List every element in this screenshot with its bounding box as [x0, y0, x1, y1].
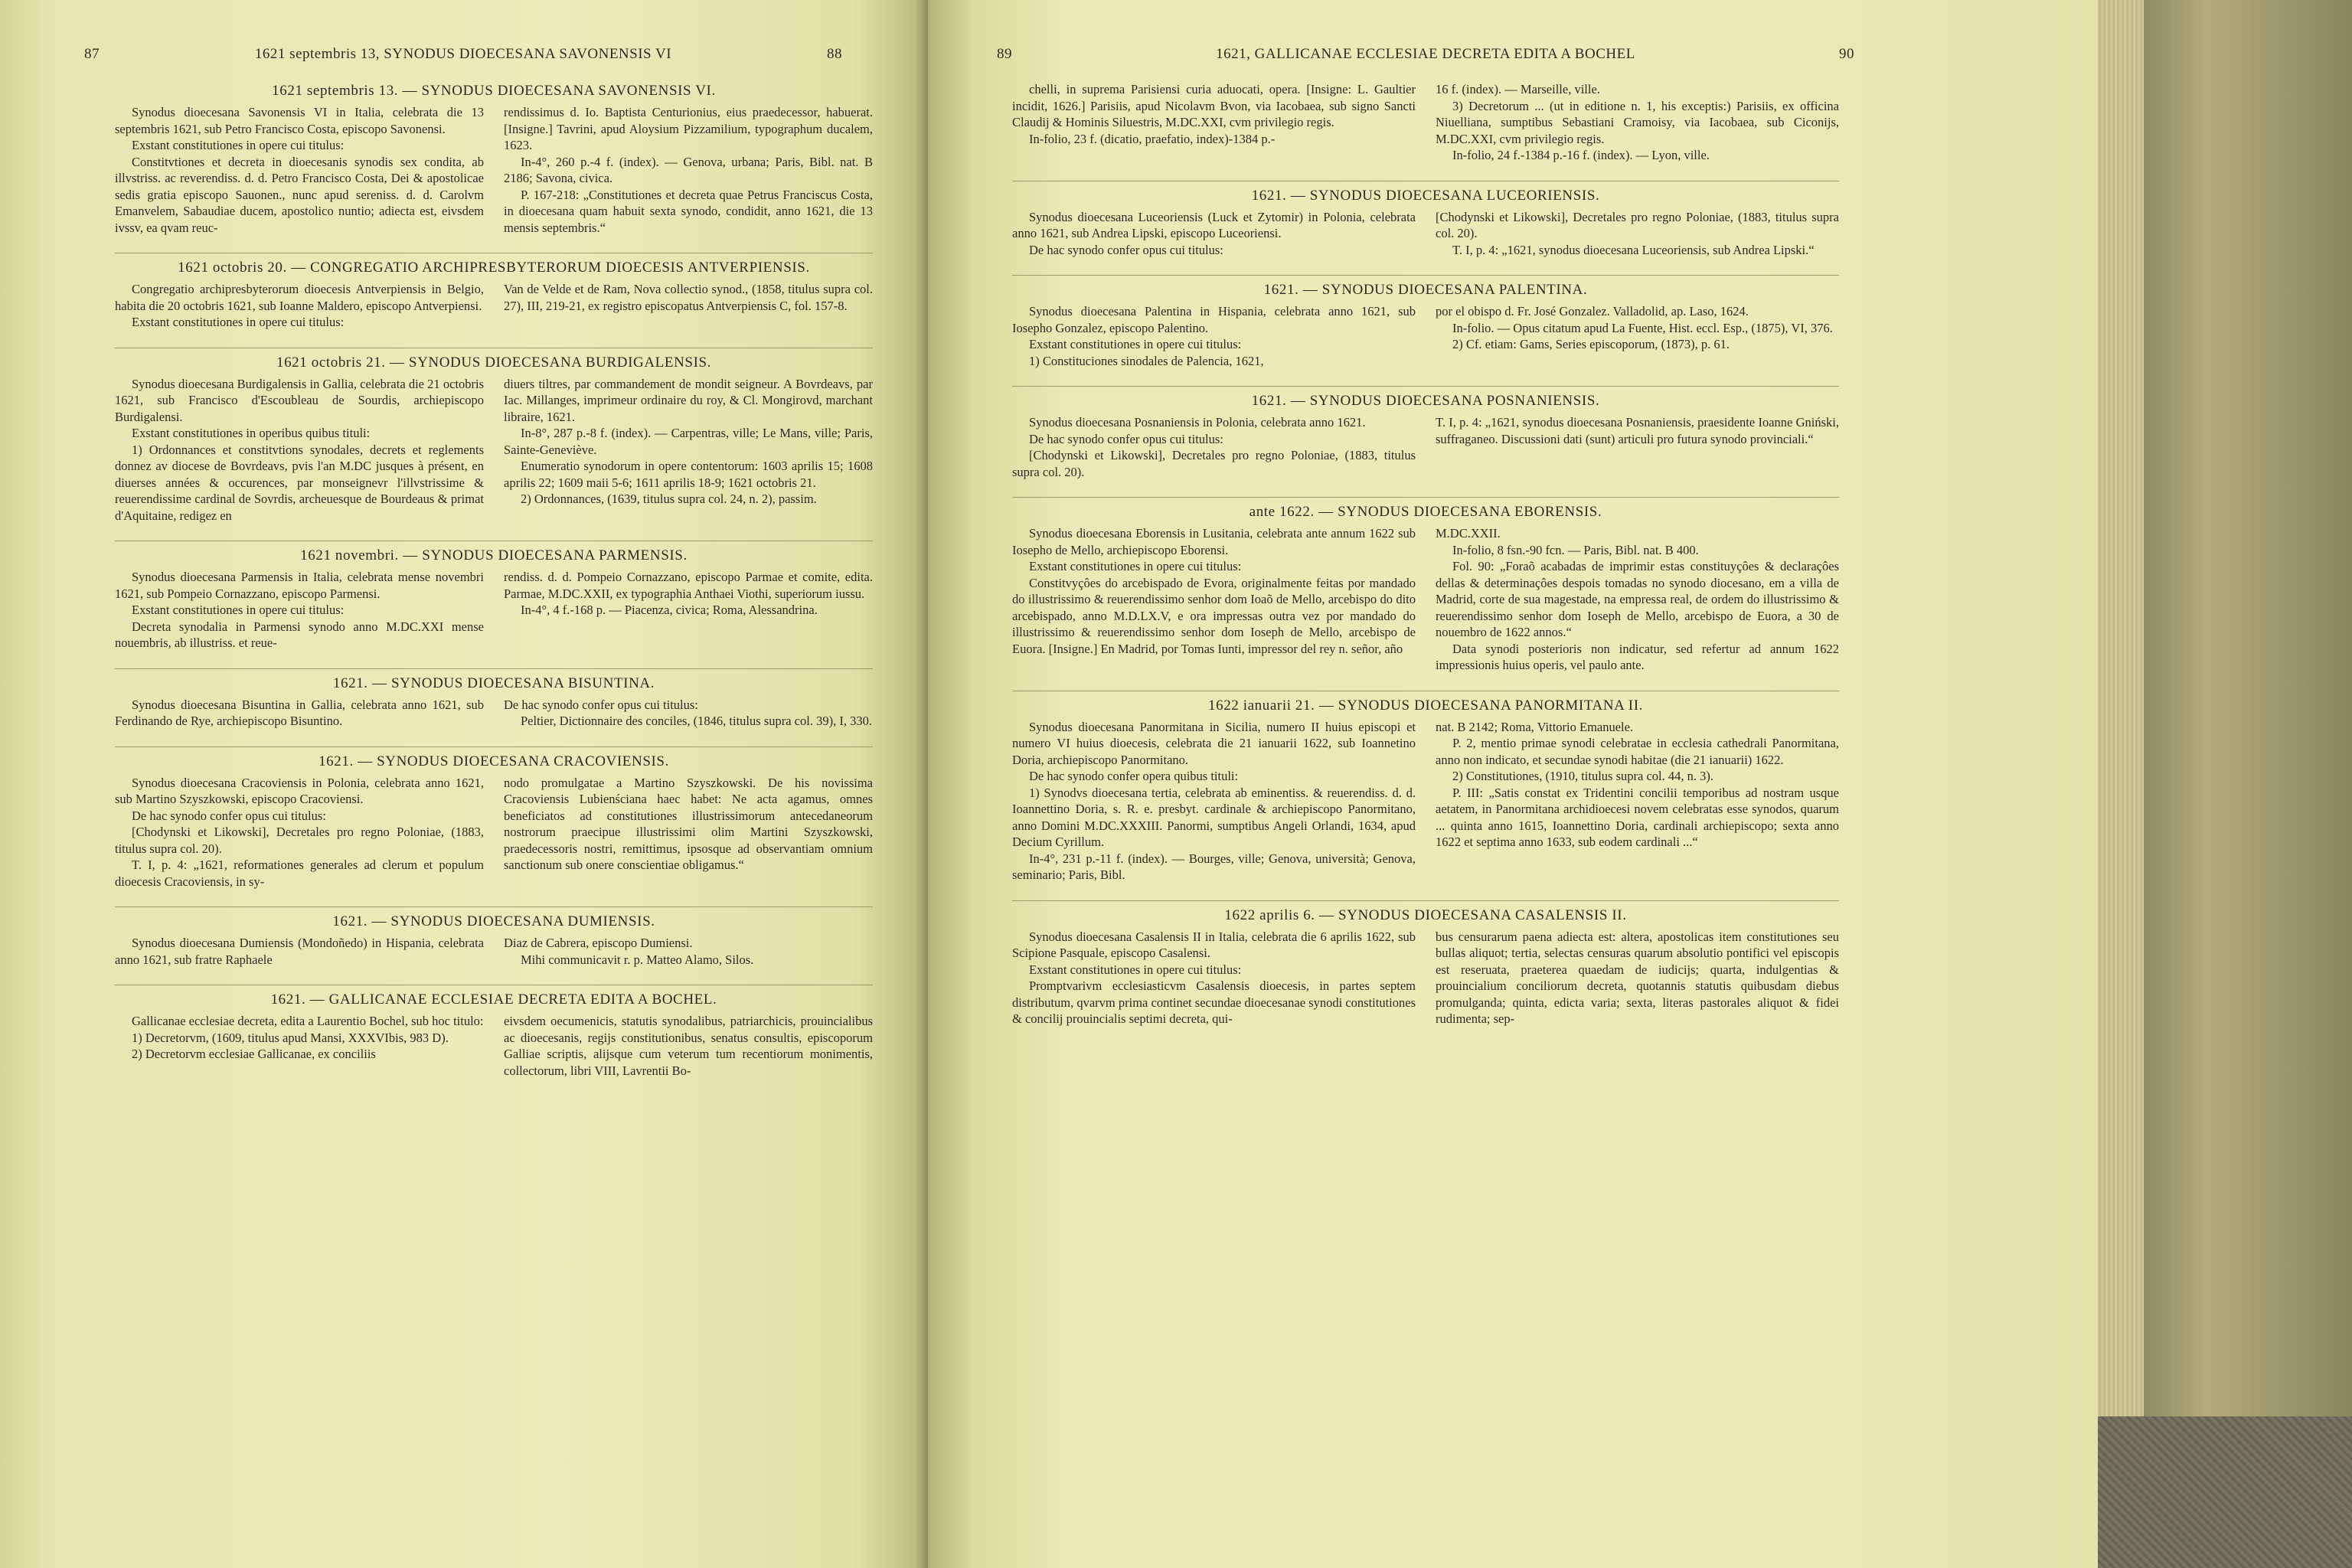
- entry-title: 1621 novembri. — SYNODUS DIOECESANA PARMENSIS.: [300, 547, 688, 564]
- paragraph: Exstant constitutiones in opere cui titulus:: [1029, 337, 1242, 351]
- column-right: [504, 281, 873, 331]
- paragraph: 16 f. (index). — Marseille, ville.: [1436, 82, 1600, 96]
- column-right: [504, 104, 873, 236]
- column-right: [504, 569, 873, 652]
- text-block: [115, 77, 873, 1079]
- paragraph: Synodus dioecesana Casalensis II in Italia, celebrata die 6 aprilis 1622, sub Scipione Pasquale, episcopo Casalensi.: [1012, 929, 1416, 960]
- paragraph: P. III: „Satis constat ex Tridentini concilii temporibus ad nostram usque aetatem, in Panormitana archidioecesi novem celebratas esse synodos, quarum ... quinta anno 1615, Ioannettino Doria, cardinali archiepiscopo; sexta anno 1622 et septima anno 1633, sub eodem cardinali ...“: [1436, 785, 1839, 849]
- column-right: [504, 1013, 873, 1079]
- paragraph: In-4°, 4 f.-168 p. — Piacenza, civica; Roma, Alessandrina.: [521, 603, 818, 617]
- paragraph: 2) Constitutiones, (1910, titulus supra col. 44, n. 3).: [1452, 769, 1713, 783]
- carpet-background: [2098, 1416, 2352, 1568]
- paragraph: In-folio, 23 f. (dicatio, praefatio, index)-1384 p.-: [1029, 131, 1276, 146]
- paragraph: In-4°, 260 p.-4 f. (index). — Genova, urbana; Paris, Bibl. nat. B 2186; Savona, civica.: [504, 154, 873, 185]
- entry-columns: [115, 376, 873, 524]
- synod-entry: [115, 253, 873, 331]
- paragraph: Exstant constitutiones in operibus quibus tituli:: [132, 426, 371, 440]
- entry-columns: [1012, 525, 1839, 674]
- paragraph: In-4°, 231 p.-11 f. (index). — Bourges, ville; Genova, università; Genova, seminario; Paris, Bibl.: [1012, 851, 1416, 882]
- paragraph: De hac synodo confer opera quibus tituli:: [1029, 769, 1239, 783]
- paragraph: Congregatio archipresbyterorum dioecesis Antverpiensis in Belgio, habita die 20 octobris 1621, sub Ioanne Maldero, episcopo Antverpiensi.: [115, 282, 484, 313]
- column-right: [1436, 303, 1839, 369]
- column-right: [504, 935, 873, 968]
- entry-columns: [115, 935, 873, 968]
- paragraph: nat. B 2142; Roma, Vittorio Emanuele.: [1436, 719, 1634, 734]
- running-head-text: 1621 septembris 13, SYNODUS DIOECESANA SAVONENSIS VI: [254, 46, 672, 62]
- page-number: 90: [1839, 46, 1854, 62]
- paragraph: Decreta synodalia in Parmensi synodo anno M.DC.XXI mense nouembris, ab illustriss. et reue-: [115, 619, 484, 650]
- paragraph: T. I, p. 4: „1621, reformationes generales ad clerum et populum dioecesis Cracoviensis, in sy-: [115, 858, 484, 889]
- column-left: [1012, 525, 1416, 674]
- paragraph: De hac synodo confer opus cui titulus:: [1029, 431, 1223, 446]
- paragraph: 2) Decretorvm ecclesiae Gallicanae, ex conciliis: [132, 1047, 376, 1061]
- paragraph: diuers tiltres, par commandement de mondit seigneur. A Bovrdeavs, par Iac. Millanges, imprimeur ordinaire du roy, & Cl. Mongirovd, marchant libraire, 1621.: [504, 376, 873, 424]
- paragraph: bus censurarum paena adiecta est: altera, apostolicas item constitutiones seu bullas aliquot; tertia, selectas censuras quarum absolutio pontifici vel episcopis est reseruata, praeterea quaedam de iudicijs; quarta, indulgentias & prouincialium conciliorum decreta, quotannis statutis quibusdam diebus promulganda; quinta, edicta varia; sexta, literas pastorales aliquot & fidei rudimenta; sep-: [1436, 929, 1839, 1026]
- column-left: [1012, 81, 1416, 164]
- paragraph: Synodus dioecesana Bisuntina in Gallia, celebrata anno 1621, sub Ferdinando de Rye, archiepiscopo Bisuntino.: [115, 697, 484, 728]
- column-left: [115, 376, 484, 524]
- entry-columns: [1012, 414, 1839, 480]
- synod-entry: [115, 746, 873, 890]
- synod-entry: [115, 668, 873, 730]
- book-cover: [2144, 0, 2352, 1568]
- paragraph: P. 167-218: „Constitutiones et decreta quae Petrus Franciscus Costa, in dioecesana quam habuit sexta synodo, condidit, anno 1621, die 13 mensis septembris.“: [504, 187, 873, 235]
- paragraph: Exstant constitutiones in opere cui titulus:: [132, 603, 345, 617]
- column-right: [1436, 414, 1839, 480]
- paragraph: eivsdem oecumenicis, statutis synodalibus, patriarchicis, prouincialibus ac dioecesanis, regijs constitutionibus, senatus consultis, episcoporum Galliae scriptis, alijsque cum veterum tum recentiorum monimentis, collectorum, libri VIII, Lavrentii Bo-: [504, 1014, 873, 1078]
- paragraph: T. I, p. 4: „1621, synodus dioecesana Luceoriensis, sub Andrea Lipski.“: [1452, 242, 1815, 257]
- paragraph: Synodus dioecesana Dumiensis (Mondoñedo) in Hispania, celebrata anno 1621, sub fratre Raphaele: [115, 936, 484, 967]
- running-head: [997, 46, 1854, 72]
- column-left: [115, 775, 484, 890]
- paragraph: In-folio. — Opus citatum apud La Fuente, Hist. eccl. Esp., (1875), VI, 376.: [1452, 320, 1833, 335]
- paragraph: Synodus dioecesana Eborensis in Lusitania, celebrata ante annum 1622 sub Iosepho de Mello, archiepiscopo Eborensi.: [1012, 526, 1416, 557]
- paragraph: Synodus dioecesana Parmensis in Italia, celebrata mense novembri 1621, sub Pompeio Cornazzano, episcopo Parmensi.: [115, 570, 484, 601]
- column-right: [504, 775, 873, 890]
- paragraph: Exstant constitutiones in opere cui titulus:: [1029, 962, 1242, 977]
- entry-columns: [115, 775, 873, 890]
- entry-columns: [1012, 929, 1839, 1027]
- paragraph: In-folio, 24 f.-1384 p.-16 f. (index). — Lyon, ville.: [1452, 148, 1710, 162]
- running-head-text: 1621, GALLICANAE ECCLESIAE DECRETA EDITA A BOCHEL: [1216, 46, 1635, 62]
- column-right: [1436, 81, 1839, 164]
- text-block: [1012, 77, 1839, 1027]
- paragraph: 1) Ordonnances et constitvtions synodales, decrets et reglements donnez av diocese de Bovrdeavs, pvis l'an M.DC jusques à présent, en diuerses années & occurences, par monseignevr l'illvstrissime & reuerendissime cardinal de Sovrdis, archeuesque de Bourdeaus & primat d'Aquitaine, redigez en: [115, 442, 484, 523]
- paragraph: Exstant constitutiones in opere cui titulus:: [132, 138, 345, 152]
- synod-entry: [1012, 386, 1839, 480]
- page-number: 87: [84, 46, 100, 62]
- entry-title: 1622 ianuarii 21. — SYNODUS DIOECESANA PANORMITANA II.: [1208, 697, 1643, 714]
- entry-columns: [115, 569, 873, 652]
- paragraph: In-folio, 8 fsn.-90 fcn. — Paris, Bibl. nat. B 400.: [1452, 542, 1699, 557]
- paragraph: Synodus dioecesana Savonensis VI in Italia, celebrata die 13 septembris 1621, sub Petro Francisco Costa, episcopo Savonensi.: [115, 105, 484, 136]
- paragraph: Exstant constitutiones in opere cui titulus:: [1029, 559, 1242, 573]
- column-left: [1012, 414, 1416, 480]
- column-left: [115, 281, 484, 331]
- paragraph: [Chodynski et Likowski], Decretales pro regno Poloniae, (1883, titulus supra col. 20).: [115, 825, 484, 856]
- column-right: [1436, 929, 1839, 1027]
- paragraph: por el obispo d. Fr. José Gonzalez. Valladolid, ap. Laso, 1624.: [1436, 304, 1749, 318]
- column-left: [115, 697, 484, 730]
- synod-entry: [115, 77, 873, 236]
- column-left: [1012, 209, 1416, 259]
- paragraph: Fol. 90: „Foraõ acabadas de imprimir estas constituyçôes & declaraçôes dellas & determinaçôes despois tomadas no synodo diocesano, em a villa de Madrid, corte de sua magestade, na empressa real, de ordem do illustrissimo & reuerendissimo senhor dom Ioseph de Mello, arcebispo de Euora, a 30 de nouembro de 1622 annos.“: [1436, 559, 1839, 639]
- entry-title: 1621. — SYNODUS DIOECESANA CRACOVIENSIS.: [318, 753, 669, 769]
- entry-columns: [1012, 81, 1839, 164]
- paragraph: T. I, p. 4: „1621, synodus dioecesana Posnaniensis, praesidente Ioanne Gniński, suffraganeo. Discussioni dati (sunt) articuli pro futura synodo provinciali.“: [1436, 415, 1839, 446]
- entry-title: 1622 aprilis 6. — SYNODUS DIOECESANA CASALENSIS II.: [1224, 906, 1627, 923]
- entry-columns: [1012, 303, 1839, 369]
- paragraph: rendissimus d. Io. Baptista Centurionius, eius praedecessor, habuerat. [Insigne.] Tavrini, apud Aloysium Pizzamilium, typographum ducalem, 1623.: [504, 105, 873, 152]
- column-right: [1436, 719, 1839, 884]
- column-right: [1436, 209, 1839, 259]
- entry-columns: [115, 1013, 873, 1079]
- paragraph: 2) Cf. etiam: Gams, Series episcoporum, (1873), p. 61.: [1452, 337, 1730, 351]
- entry-title: 1621. — SYNODUS DIOECESANA PALENTINA.: [1263, 282, 1588, 298]
- paragraph: Van de Velde et de Ram, Nova collectio synod., (1858, titulus supra col. 27), III, 219-21, ex registro episcopatus Antverpiensis C, fol. 157-8.: [504, 282, 873, 313]
- paragraph: chelli, in suprema Parisiensi curia aduocati, opera. [Insigne: L. Gaultier incidit, 1626.] Parisiis, apud Nicolavm Bvon, via Iacobaea, sub signo Sancti Claudij & Hominis Siluestris, M.DC.XXI, cvm privilegio regis.: [1012, 82, 1416, 129]
- column-left: [115, 935, 484, 968]
- paragraph: Enumeratio synodorum in opere contentorum: 1603 aprilis 15; 1608 aprilis 22; 1609 maii 5-6; 1611 aprilis 18-9; 1621 octobris 21.: [504, 459, 873, 490]
- column-left: [1012, 719, 1416, 884]
- paragraph: Synodus dioecesana Burdigalensis in Gallia, celebrata die 21 octobris 1621, sub Francisco d'Escoubleau de Sourdis, archiepiscopo Burdigalensi.: [115, 376, 484, 424]
- synod-entry: [115, 541, 873, 652]
- entry-title: ante 1622. — SYNODUS DIOECESANA EBORENSIS.: [1249, 504, 1602, 520]
- entry-columns: [115, 281, 873, 331]
- paragraph: Constitvyçôes do arcebispado de Evora, originalmente feitas por mandado do illustrissimo & reuerendissimo senhor dom Ioaõ de Mello, arcebispo do dito arcebispado, anno M.D.LX.V, e ora impressas outra vez por mandado do illustrissimo & reuerendissimo senhor dom Ioseph de Mello, arcebispo de Euora. [Insigne.] En Madrid, por Tomas Iunti, impressor del rey n. señor, año: [1012, 575, 1416, 656]
- paragraph: Synodus dioecesana Cracoviensis in Polonia, celebrata anno 1621, sub Martino Szyszkowski, episcopo Cracoviensi.: [115, 775, 484, 806]
- entry-title: 1621. — SYNODUS DIOECESANA LUCEORIENSIS.: [1251, 187, 1600, 204]
- synod-entry: [115, 985, 873, 1079]
- paragraph: Constitvtiones et decreta in dioecesanis synodis sex condita, ab illvstriss. ac reverendiss. d. d. Petro Francisco Costa, Dei & apostolicae sedis gratia episcopo Sauonen., nunc apud sereniss. d. d. Carolvm Emanvelem, Sabaudiae ducem, apostolico nuntio; adiecta est, eivsdem ivssv, ea qvam reuc-: [115, 154, 484, 235]
- paragraph: 1) Synodvs dioecesana tertia, celebrata ab eminentiss. & reuerendiss. d. d. Ioannettino Doria, s. R. e. presbyt. cardinale & archiepiscopo Panormitano, anno Domini M.DC.XXXIII. Panormi, sumptibus Angeli Orlandi, 1634, apud Decium Cyrillum.: [1012, 785, 1416, 849]
- synod-entry: [1012, 275, 1839, 369]
- paragraph: 3) Decretorum ... (ut in editione n. 1, his exceptis:) Parisiis, ex officina Niuelliana, sumptibus Sebastiani Cramoisy, via Iacobaea, sub Ciconijs, M.DC.XXI, cvm privilegio regis.: [1436, 98, 1839, 146]
- paragraph: Synodus dioecesana Luceoriensis (Luck et Zytomir) in Polonia, celebrata anno 1621, sub Andrea Lipski, episcopo Luceoriensi.: [1012, 209, 1416, 240]
- entry-title: 1621. — SYNODUS DIOECESANA BISUNTINA.: [332, 675, 655, 691]
- paragraph: Synodus dioecesana Panormitana in Sicilia, numero II huius episcopi et numero VI huius dioecesis, celebrata die 21 ianuarii 1622, sub Ioannetino Doria, archiepiscopo Panormitano.: [1012, 719, 1416, 767]
- entry-columns: [115, 104, 873, 236]
- column-right: [1436, 525, 1839, 674]
- page-number: 89: [997, 46, 1012, 62]
- paragraph: P. 2, mentio primae synodi celebratae in ecclesia cathedrali Panormitana, anno non indicato, et secundae synodi habitae (die 21 ianuarii) 1622.: [1436, 736, 1839, 767]
- synod-entry: [1012, 691, 1839, 884]
- entry-title: 1621. — GALLICANAE ECCLESIAE DECRETA EDITA A BOCHEL.: [270, 991, 717, 1008]
- synod-entry: [1012, 77, 1839, 164]
- entry-title: 1621. — SYNODUS DIOECESANA DUMIENSIS.: [332, 913, 655, 929]
- right-page: [928, 0, 2098, 1568]
- paragraph: Diaz de Cabrera, episcopo Dumiensi.: [504, 936, 693, 950]
- paragraph: Peltier, Dictionnaire des conciles, (1846, titulus supra col. 39), I, 330.: [521, 714, 872, 728]
- synod-entry: [1012, 900, 1839, 1027]
- paragraph: nodo promulgatae a Martino Szyszkowski. De his novissima Cracoviensis Lubienściana haec habet: Ne acta agamus, omnes beneficiatos ad constitutiones illustrissimorum antecedaneorum nostrorum praecipue illustrissimi olim Martini Szyszkowski, praedecessoris nostri, remittimus, ipsosque ad observantiam omnium sanctionum sub onere conscientiae obligamus.“: [504, 775, 873, 872]
- synod-entry: [115, 348, 873, 524]
- synod-entry: [1012, 181, 1839, 259]
- paragraph: [Chodynski et Likowski], Decretales pro regno Poloniae, (1883, titulus supra col. 20).: [1436, 209, 1839, 240]
- paragraph: 1) Constituciones sinodales de Palencia, 1621,: [1029, 353, 1264, 368]
- paragraph: Gallicanae ecclesiae decreta, edita a Laurentio Bochel, sub hoc titulo:: [132, 1014, 484, 1028]
- paragraph: Promptvarivm ecclesiasticvm Casalensis dioecesis, in partes septem distributum, qvarvm prima continet secundae dioecesanae synodi constitutiones & concilij prouincialis septimi decreta, qui-: [1012, 978, 1416, 1026]
- running-head: [84, 46, 842, 72]
- paragraph: 1) Decretorvm, (1609, titulus apud Mansi, XXXVIbis, 983 D).: [132, 1030, 449, 1045]
- paragraph: De hac synodo confer opus cui titulus:: [504, 697, 698, 712]
- column-left: [115, 569, 484, 652]
- paragraph: De hac synodo confer opus cui titulus:: [1029, 242, 1223, 257]
- column-left: [1012, 929, 1416, 1027]
- column-right: [504, 376, 873, 524]
- paragraph: M.DC.XXII.: [1436, 526, 1501, 541]
- synod-entry: [1012, 497, 1839, 674]
- entry-columns: [115, 697, 873, 730]
- page-number: 88: [827, 46, 842, 62]
- paragraph: Exstant constitutiones in opere cui titulus:: [132, 315, 345, 329]
- paragraph: 2) Ordonnances, (1639, titulus supra col. 24, n. 2), passim.: [521, 492, 817, 506]
- paragraph: Synodus dioecesana Posnaniensis in Polonia, celebrata anno 1621.: [1029, 415, 1366, 430]
- left-page: [0, 0, 928, 1568]
- entry-title: 1621 octobris 21. — SYNODUS DIOECESANA BURDIGALENSIS.: [276, 354, 712, 371]
- paragraph: [Chodynski et Likowski], Decretales pro regno Poloniae, (1883, titulus supra col. 20).: [1012, 448, 1416, 479]
- entry-title: 1621. — SYNODUS DIOECESANA POSNANIENSIS.: [1251, 393, 1600, 409]
- entry-columns: [1012, 209, 1839, 259]
- column-left: [1012, 303, 1416, 369]
- entry-title: 1621 septembris 13. — SYNODUS DIOECESANA SAVONENSIS VI.: [272, 83, 716, 99]
- synod-entry: [115, 906, 873, 968]
- paragraph: In-8°, 287 p.-8 f. (index). — Carpentras, ville; Le Mans, ville; Paris, Sainte-Geneviève.: [504, 426, 873, 457]
- column-left: [115, 104, 484, 236]
- column-right: [504, 697, 873, 730]
- paragraph: rendiss. d. d. Pompeio Cornazzano, episcopo Parmae et comite, edita. Parmae, M.DC.XXII, ex typographia Anthaei Viothi, superiorum iussu.: [504, 570, 873, 601]
- entry-columns: [1012, 719, 1839, 884]
- paragraph: Mihi communicavit r. p. Matteo Alamo, Silos.: [521, 952, 754, 967]
- column-left: [115, 1013, 484, 1079]
- paragraph: Synodus dioecesana Palentina in Hispania, celebrata anno 1621, sub Iosepho Gonzalez, episcopo Palentino.: [1012, 304, 1416, 335]
- paragraph: De hac synodo confer opus cui titulus:: [132, 808, 326, 823]
- paragraph: Data synodi posterioris non indicatur, sed refertur ad annum 1622 impressionis huius operis, vel paulo ante.: [1436, 641, 1839, 672]
- entry-title: 1621 octobris 20. — CONGREGATIO ARCHIPRESBYTERORUM DIOECESIS ANTVERPIENSIS.: [178, 260, 810, 276]
